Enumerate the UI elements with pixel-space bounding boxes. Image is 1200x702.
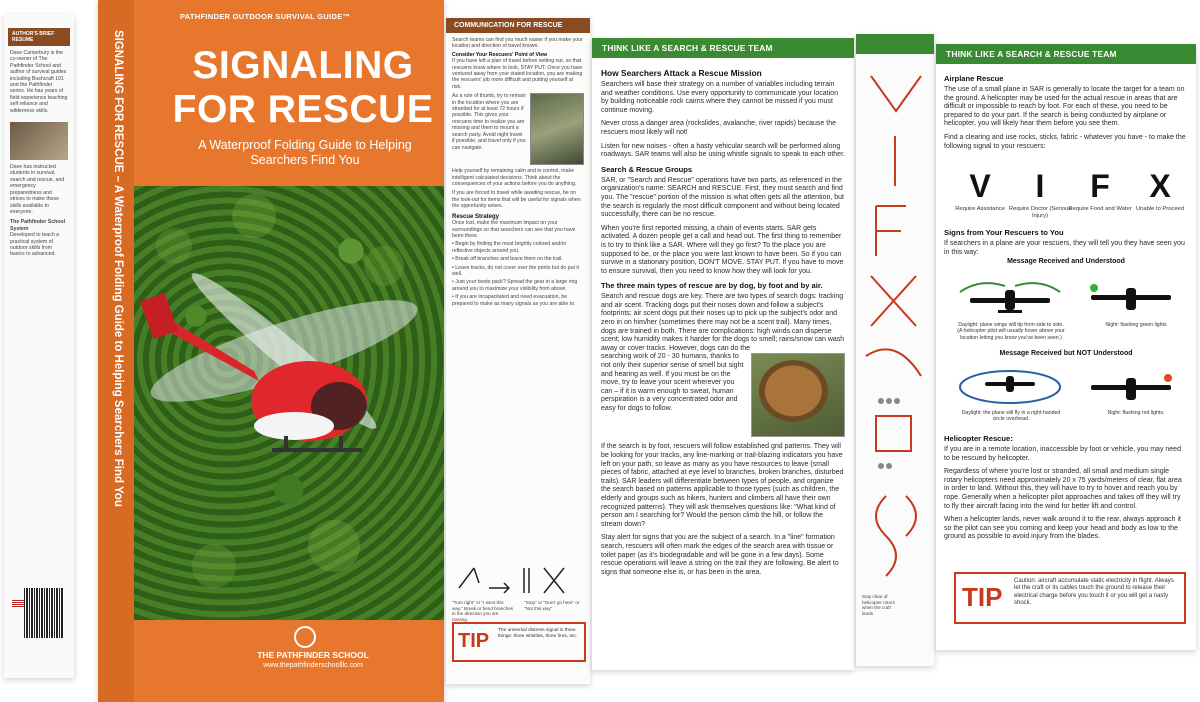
comm-caption-2: "Stop" or "Don't go here" or "Not this way" bbox=[524, 600, 580, 611]
comm-p4: If you are forced to travel while awaiting rescue, be on the look-out for items that will be useful for signals when the opportunity arises. bbox=[452, 190, 581, 210]
air-tip-label: TIP bbox=[962, 582, 1003, 612]
msg-not-understood-title: Message Received but NOT Understood bbox=[999, 350, 1133, 357]
strip-caption: Stay clear of helicopter rotors when the craft lands. bbox=[862, 594, 895, 616]
caption-circle: Daylight: the plane will fly in a right-handed circle overhead. bbox=[961, 410, 1061, 423]
air-rescue-panel bbox=[936, 44, 1196, 650]
publisher-logo-icon bbox=[294, 626, 316, 648]
back-section: The Pathfinder School System bbox=[10, 219, 66, 232]
sar-h1: How Searchers Attack a Rescue Mission bbox=[601, 68, 762, 78]
plane-wing-tip-diagram bbox=[950, 272, 1070, 322]
sar-p6b: searching work of 20 - 30 humans, thanks to not only their superior sense of smell but sight and hearing as well. If you must be on the move, try to leave your scent wherever you can – if it is warm enough to sweat, human perspiration is a very concentrated odor and easy for dogs to follow. bbox=[601, 353, 744, 412]
back-panel bbox=[4, 14, 74, 678]
comm-caption-1: "Turn right" or "I went this way." Break or bend branches in the direction you are moving. bbox=[452, 600, 514, 622]
comm-bullet-3: • Leave tracks, do not cover over the prints but do put it well. bbox=[452, 264, 579, 277]
air-h2: Signs from Your Rescuers to You bbox=[944, 228, 1064, 237]
cover-title-2: FOR RESCUE bbox=[172, 88, 434, 131]
comm-bullet-2: • Break off branches and leave them on the trail. bbox=[452, 256, 563, 263]
back-para-3: Developed to teach a practical system of outdoor skills from basics to advanced. bbox=[10, 232, 60, 258]
comm-tip-text: The universal distress signal is three things: three whistles, three fires, etc. bbox=[498, 628, 578, 639]
sar-h3: The three main types of rescue are by dog, by foot and by air. bbox=[601, 281, 823, 291]
comm-sub-2: Rescue Strategy bbox=[452, 213, 500, 220]
spine bbox=[98, 0, 134, 702]
strip-panel bbox=[856, 34, 934, 666]
signal-meaning-x: Unable to Proceed bbox=[1135, 206, 1185, 212]
rock-signal-diagrams bbox=[856, 56, 934, 616]
sar-header: THINK LIKE A SEARCH & RESCUE TEAM bbox=[592, 38, 854, 58]
helicopter-forest-photo bbox=[134, 186, 444, 620]
comm-p3: Help yourself by remaining calm and in control, make intelligent calculated decisions. Think about the consequences of your actions before you do anything. bbox=[452, 168, 577, 188]
sar-p1: Searchers will base their strategy on a number of variables including terrain and weather conditions. Use every opportunity to communicate your location by building noticeable rock cairns where they cannot be missed if you must continue moving. bbox=[601, 81, 838, 114]
stick-signals-illustration bbox=[454, 558, 584, 598]
signal-letter-x: X bbox=[1149, 168, 1171, 204]
plane-green-lights-diagram bbox=[1086, 280, 1176, 320]
air-p3: If searchers in a plane are your rescuers, they will tell you they have seen you in this way: bbox=[944, 240, 1185, 256]
comm-bullet-1: • Begin by finding the most brightly colored and/or reflective objects around you. bbox=[452, 241, 567, 254]
caption-red-lights: Night: flashing red lights. bbox=[1107, 410, 1165, 416]
communication-panel bbox=[446, 18, 590, 684]
sar-p8: Stay alert for signs that you are the subject of a search. In a "line" formation search, rescuers will often mark the edges of the search area with tissue or toilet paper (as it's biodegradable and will be gone in a few days). Some rescue operations will leave a string on the trail they are following. Be alert to signs that someone else is, or has been in the area. bbox=[601, 534, 839, 576]
cover-panel bbox=[98, 0, 444, 702]
cover-title-1: SIGNALING bbox=[192, 44, 414, 87]
air-p1: The use of a small plane in SAR is generally to locate the target for a team on the ground. A helicopter may be used for the actual rescue in areas that are difficult or impossible to reach by foot. For each of these, you need to be prepared to do your part. If the search is being conducted by airplane or helicopter, you will likely hear them before you see them. bbox=[944, 86, 1185, 128]
helicopter-illustration bbox=[134, 186, 444, 620]
gear-photo bbox=[530, 93, 584, 165]
air-p5: Regardless of where you're lost or stranded, all small and medium single rotary helicopters need approximately 20 x 75 yards/meters of clear, flat area in order to land. Without this, they will have to try to hover and reach you by rope. Generally when a helicopter pilot approaches and takes off they will try to fly their aircraft facing into the wind for better lift and control. bbox=[944, 468, 1182, 510]
publisher-name: THE PATHFINDER SCHOOL bbox=[257, 650, 369, 660]
air-h3: Helicopter Rescue: bbox=[944, 434, 1013, 443]
sar-p6: Search and rescue dogs are key. There are two types of search dogs: tracking and air scent. Tracking dogs put their noses down and follow a subject's footprints; air scent dogs put their noses up to pick up the subject's odor and zero in on him/her (sometimes there may not be a scent trail). Many times, dogs are trained in both. There are complications: high winds can disperse scent; low humidity makes it harder for the dogs to smell; rains/snow can wash away or cover tracks. However, dogs can do the bbox=[601, 293, 845, 352]
air-p4: If you are in a remote location, inaccessible by foot or vehicle, you may need to be rescued by helicopter. bbox=[944, 446, 1181, 462]
comm-p5: Once lost, make the maximum impact on your surroundings so that searchers can see that you have been there. bbox=[452, 220, 576, 239]
signal-meaning-f: Require Food and Water bbox=[1068, 206, 1132, 212]
signal-meaning-v: Require Assistance bbox=[955, 206, 1005, 212]
air-h1: Airplane Rescue bbox=[944, 74, 1004, 83]
caption-green-lights: Night: flashing green lights bbox=[1105, 322, 1167, 328]
comm-tip-box bbox=[452, 622, 586, 662]
air-p2: Find a clearing and use rocks, sticks, fabric - whatever you have - to make the following signal to your rescuers: bbox=[944, 133, 1186, 150]
sar-p2: Never cross a danger area (rockslides, avalanche, river rapids) because the rescuers most likely will not! bbox=[601, 120, 837, 136]
comm-sub-1: Consider Your Rescuers' Point of View bbox=[452, 51, 548, 58]
comm-intro: Search teams can find you much easier if you make your location and direction of travel known. bbox=[452, 37, 583, 50]
cover-subtitle: A Waterproof Folding Guide to Helping Searchers Find You bbox=[198, 138, 412, 167]
comm-p2: As a rule of thumb, try to remain in the location where you are stranded for at least 72 hours if possible. This gives your rescuers time to realize you are missing and them to mount a search party. Avoid night travel if possible, and travel only if you can navigate. bbox=[452, 93, 526, 151]
flag-icon bbox=[12, 600, 24, 608]
signal-meaning-i: Require Doctor (Serious Injury) bbox=[1008, 206, 1072, 219]
back-para-2: Dave has instructed students in survival, search and rescue, and emergency preparedness and strives to make these skills available to everyone. bbox=[10, 164, 65, 215]
msg-understood-title: Message Received and Understood bbox=[1007, 258, 1125, 265]
search-dog-photo bbox=[751, 353, 845, 437]
back-para-1: Dave Canterbury is the co-owner of The Pathfinder School and author of survival guides including Bushcraft 101 and the Pathfinder series. He has years of field experience teaching self reliance and wilderness skills. bbox=[10, 50, 68, 114]
publisher-website: www.thepathfinderschoolllc.com bbox=[263, 662, 363, 669]
air-tip-box bbox=[954, 572, 1186, 624]
sar-p7: If the search is by foot, rescuers will follow established grid patterns. They will be looking for your tracks, any line-marking or trail-blazing indicators you have left on your path, so leave as many as you have resources to leave (small pieces of fabric, attached at eye level to branches, broken branches, disturbed trails). SAR leaders will differentiate between types of people, and organize the search based on patterns applicable to those types (such as children, the elderly and groups such as hikers, hunters and climbers all have their own recognized patterns). They will ask themselves questions like: "What kind of person am I searching for? Would the person climb the hill, or follow the stream down? bbox=[601, 443, 844, 528]
spine-title: SIGNALING FOR RESCUE – A Waterproof Folding Guide to Helping Searchers Find You bbox=[112, 30, 124, 507]
comm-bullet-4: • Just your boots pack? Spread the gear in a large ring around you to maximize your visibility from above. bbox=[452, 279, 578, 292]
air-tip-text: Caution: aircraft accumulate static electricity in flight. Always let the craft or its cables touch the ground to release their electrical charge before you touch it or you will get a nasty shock. bbox=[1014, 578, 1174, 607]
sar-h2: Search & Rescue Groups bbox=[601, 164, 693, 174]
back-heading: AUTHOR'S BRIEF RESUME bbox=[8, 28, 70, 46]
air-p6: When a helicopter lands, never walk around it to the rear, always approach it so the pilot can see you coming and keep your head and body as low to the ground as possible to avoid injury from the blades. bbox=[944, 516, 1181, 541]
sar-p5: When you're first reported missing, a chain of events starts. SAR gets activated. A dozen people get a call and head out. The first thing to remember is to try to think like a SAR. Where will they go first? To the place you are supposed to be, or the place you were last known to have been. So if you can survive in a stationary position, DON'T MOVE. STAY PUT. If you have to move to ensure survival, then you need to know how they will look for you. bbox=[601, 224, 844, 275]
comm-p1: If you have left a plan of travel before setting out, so that rescuers know where to look, STAY PUT. Once you have ventured away from your stated location, you are making the rescuers' job more difficult and putting yourself at risk. bbox=[452, 58, 583, 90]
comm-header: COMMUNICATION FOR RESCUE bbox=[446, 18, 590, 33]
sar-panel bbox=[592, 38, 854, 670]
signal-letter-i: I bbox=[1035, 168, 1045, 204]
caption-wing-tip: Daylight: plane wings will tip from side to side. (A helicopter pilot will usually hover above your location letting you know you've been seen.) bbox=[957, 322, 1065, 341]
comm-bullet-5: • If you are incapacitated and need evacuation, be prepared to make as many signals as you are able to. bbox=[452, 294, 576, 307]
barcode bbox=[24, 588, 64, 638]
air-header: THINK LIKE A SEARCH & RESCUE TEAM bbox=[936, 44, 1196, 64]
series-label: PATHFINDER OUTDOOR SURVIVAL GUIDE™ bbox=[180, 12, 351, 21]
signal-letter-v: V bbox=[969, 168, 991, 204]
signal-letter-f: F bbox=[1090, 168, 1110, 204]
sar-p3: Listen for new noises - often a hasty vehicular search will be performed along roadways. SAR teams will also be using whistle signals to speak to each other. bbox=[601, 142, 845, 159]
sar-p4: SAR, or "Search and Rescue" operations have two parts, as referenced in the organization's name: SEARCH and RESCUE. First, they must search and find you. The "rescue" portion of the mission is what often gets all the attention, but the search is regularly the most difficult component and without being located successfully, there can be no rescue. bbox=[601, 176, 844, 219]
author-photo bbox=[10, 122, 68, 160]
plane-red-lights-diagram bbox=[1086, 370, 1176, 410]
plane-circle-diagram bbox=[950, 362, 1070, 412]
comm-tip-label: TIP bbox=[458, 630, 490, 652]
